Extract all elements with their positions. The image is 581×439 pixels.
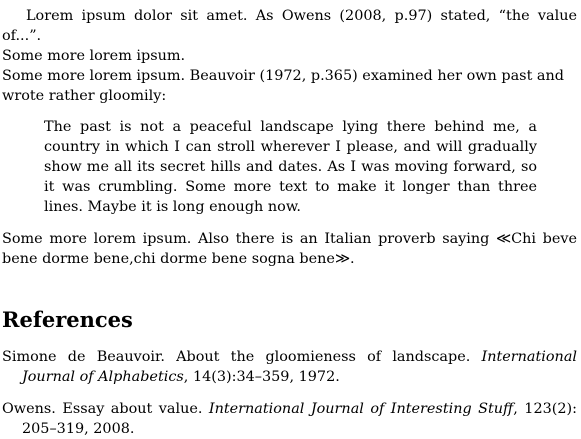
paragraph-proverb: Some more lorem ipsum. Also there is an Italian proverb saying ≪Chi beve bene dorme bene,chi dorme bene sogna bene≫. (2, 231, 577, 267)
reference-details: , 123(2): 205–319, 2008. (22, 401, 578, 437)
reference-author: Owens. (2, 401, 56, 417)
reference-item (2, 347, 577, 387)
paragraph-beauvoir-line2: wrote rather gloomily: (2, 88, 167, 104)
paragraph-owens (2, 6, 577, 66)
paragraph-beauvoir-line1: Some more lorem ipsum. Beauvoir (1972, p.365) examined her own past and (2, 68, 564, 84)
references-list (2, 347, 577, 439)
reference-journal: International Journal of Alphabetics (22, 349, 578, 385)
reference-details: , 14(3):34–359, 1972. (183, 369, 340, 385)
paragraph-owens-line2: Some more lorem ipsum. (2, 48, 186, 64)
block-quote: The past is not a peaceful landscape lying there behind me, a country in which I can stroll wherever I please, and will gradually show me all its secret hills and dates. As I was moving forward, so it was crumbling. Some more text to make it longer than three lines. Maybe it is long enough now. (44, 119, 537, 215)
paragraph-owens-line1: Lorem ipsum dolor sit amet. As Owens (2008, p.97) stated, “the value of...”. (2, 8, 577, 44)
paragraph-beauvoir (2, 66, 577, 106)
references-heading: References (2, 307, 133, 332)
reference-title: Essay about value. (62, 401, 203, 417)
reference-author: Simone de Beauvoir. (2, 349, 165, 365)
reference-item (2, 399, 577, 439)
reference-journal: International Journal of Interesting Stuff (208, 401, 514, 417)
reference-title: About the gloomieness of landscape. (176, 349, 471, 365)
